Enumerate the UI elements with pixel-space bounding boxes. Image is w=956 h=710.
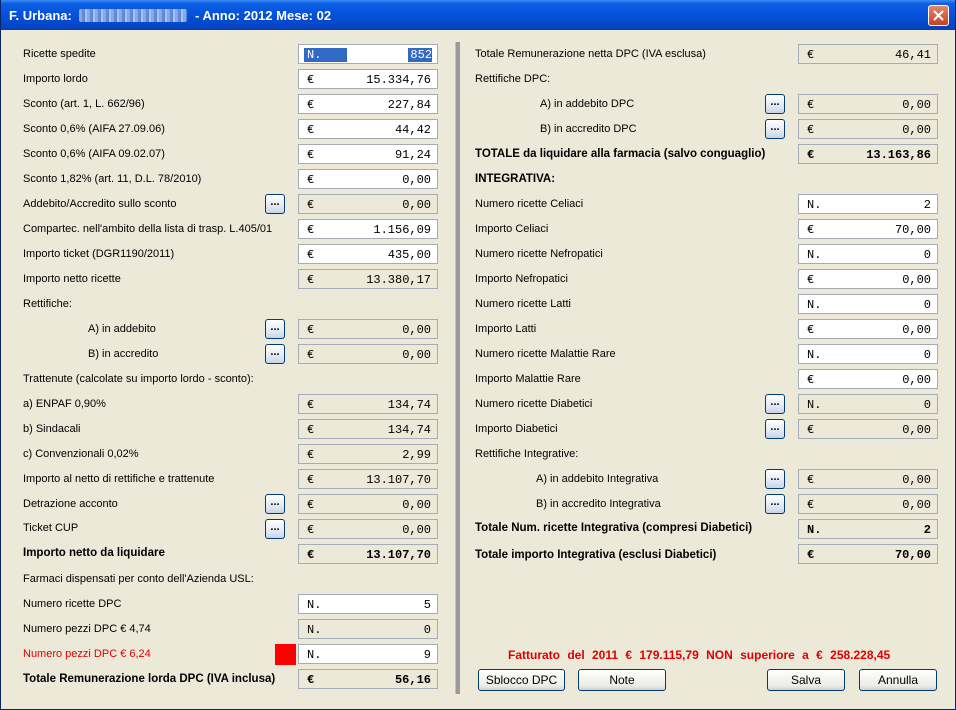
label-dpc-addebito: A) in addebito DPC [540,98,635,110]
ric-latti-field[interactable]: N. 0 [798,294,938,314]
close-button[interactable] [928,5,949,26]
label-ric-latti: Numero ricette Latti [475,298,571,310]
tot-imp-int-field: € 70,00 [798,544,938,564]
pezzi-624-field[interactable]: N. 9 [298,644,438,664]
ric-diab-field: N. 0 [798,394,938,414]
label-rettifiche-integrative: Rettifiche Integrative: [475,448,579,460]
label-tot-imp-int: Totale importo Integrativa (esclusi Diabetici) [475,549,717,561]
label-imp-diab: Importo Diabetici [475,423,558,435]
int-addebito-field: € 0,00 [798,469,938,489]
label-sconto-aifa-2706: Sconto 0,6% (AIFA 27.09.06) [23,123,165,135]
label-netto-liquidare: Importo netto da liquidare [23,547,165,559]
ric-rare-field[interactable]: N. 0 [798,344,938,364]
ricette-spedite-field[interactable]: N. 852 [298,44,438,64]
label-netto-rett-tratt: Importo al netto di rettifiche e trattenute [23,473,215,485]
label-enpaf: a) ENPAF 0,90% [23,398,106,410]
label-totale-liquidare: TOTALE da liquidare alla farmacia (salvo conguaglio) [475,148,766,160]
label-num-ricette-dpc: Numero ricette DPC [23,598,122,610]
int-addebito-button[interactable]: ... [765,469,785,489]
ric-celiaci-field[interactable]: N. 2 [798,194,938,214]
redacted-name [79,9,187,22]
label-pezzi-624: Numero pezzi DPC € 6,24 [23,648,151,660]
detrazione-field: € 0,00 [298,494,438,514]
ticket-cup-field: € 0,00 [298,519,438,539]
label-imp-celiaci: Importo Celiaci [475,223,549,235]
label-sconto-662: Sconto (art. 1, L. 662/96) [23,98,145,110]
rett-accredito-button[interactable]: ... [265,344,285,364]
imp-rare-field[interactable]: € 0,00 [798,369,938,389]
label-rett-addebito: A) in addebito [88,323,156,335]
dpc-accredito-button[interactable]: ... [765,119,785,139]
label-sindacali: b) Sindacali [23,423,81,435]
label-rettifiche: Rettifiche: [23,298,72,310]
column-divider [455,42,460,694]
compartec-field[interactable]: € 1.156,09 [298,219,438,239]
label-addebito-sconto: Addebito/Accredito sullo sconto [23,198,177,210]
label-imp-latti: Importo Latti [475,323,537,335]
label-sconto-182: Sconto 1,82% (art. 11, D.L. 78/2010) [23,173,202,185]
netto-rett-tratt-field: € 13.107,70 [298,469,438,489]
dpc-accredito-field: € 0,00 [798,119,938,139]
label-ric-celiaci: Numero ricette Celiaci [475,198,584,210]
label-detrazione: Detrazione acconto [23,498,118,510]
label-tot-num-int: Totale Num. ricette Integrativa (compresi Diabetici) [475,522,753,534]
cancel-button[interactable]: Annulla [859,669,937,691]
label-farmaci: Farmaci dispensati per conto dell'Azienda USL: [23,573,254,585]
dpc-addebito-button[interactable]: ... [765,94,785,114]
save-button[interactable]: Salva [767,669,845,691]
ticket-field[interactable]: € 435,00 [298,244,438,264]
rett-addebito-field: € 0,00 [298,319,438,339]
close-icon [933,10,944,21]
netto-ricette-field: € 13.380,17 [298,269,438,289]
title-suffix: - Anno: 2012 Mese: 02 [195,8,332,23]
label-integrativa: INTEGRATIVA: [475,173,556,185]
label-convenzionali: c) Convenzionali 0,02% [23,448,139,460]
imp-latti-field[interactable]: € 0,00 [798,319,938,339]
sconto-182-field[interactable]: € 0,00 [298,169,438,189]
imp-diab-field: € 0,00 [798,419,938,439]
label-int-accredito: B) in accredito Integrativa [536,498,661,510]
addebito-sconto-field: € 0,00 [298,194,438,214]
title-bar[interactable] [1,0,955,30]
int-accredito-field: € 0,00 [798,494,938,514]
pezzi-474-field: N. 0 [298,619,438,639]
sconto-aifa-2706-field[interactable]: € 44,42 [298,119,438,139]
totale-liquidare-field: € 13.163,86 [798,144,938,164]
title-prefix: F. Urbana: [9,8,72,23]
label-ricette-spedite: Ricette spedite [23,48,96,60]
label-rett-accredito: B) in accredito [88,348,159,360]
netto-liquidare-field: € 13.107,70 [298,544,438,564]
importo-lordo-field[interactable]: € 15.334,76 [298,69,438,89]
note-button[interactable]: Note [578,669,666,691]
label-netto-ricette: Importo netto ricette [23,273,121,285]
convenzionali-field: € 2,99 [298,444,438,464]
label-compartec: Compartec. nell'ambito della lista di trasp. L.405/01 [23,223,273,235]
label-trattenute: Trattenute (calcolate su importo lordo - sconto): [23,373,254,385]
label-int-addebito: A) in addebito Integrativa [536,473,659,485]
label-ticket-cup: Ticket CUP [23,522,79,534]
detrazione-button[interactable]: ... [265,494,285,514]
label-importo-lordo: Importo lordo [23,73,88,85]
label-rettifiche-dpc: Rettifiche DPC: [475,73,551,85]
sblocco-dpc-button[interactable]: Sblocco DPC [478,669,565,691]
sconto-aifa-0902-field[interactable]: € 91,24 [298,144,438,164]
tot-num-int-field: N. 2 [798,519,938,539]
imp-celiaci-field[interactable]: € 70,00 [798,219,938,239]
int-accredito-button[interactable]: ... [765,494,785,514]
ric-nefro-field[interactable]: N. 0 [798,244,938,264]
label-rem-netta: Totale Remunerazione netta DPC (IVA esclusa) [475,48,706,60]
enpaf-field: € 134,74 [298,394,438,414]
label-imp-nefro: Importo Nefropatici [475,273,568,285]
warning-marker [275,644,296,665]
label-ric-rare: Numero ricette Malattie Rare [475,348,616,360]
rett-accredito-field: € 0,00 [298,344,438,364]
rem-netta-field: € 46,41 [798,44,938,64]
label-dpc-accredito: B) in accredito DPC [540,123,637,135]
label-imp-rare: Importo Malattie Rare [475,373,581,385]
label-ticket: Importo ticket (DGR1190/2011) [23,248,175,260]
dpc-addebito-field: € 0,00 [798,94,938,114]
rett-addebito-button[interactable]: ... [265,319,285,339]
ric-diab-button[interactable]: ... [765,394,785,414]
imp-diab-button[interactable]: ... [765,419,785,439]
label-rem-lorda: Totale Remunerazione lorda DPC (IVA inclusa) [23,673,276,685]
sconto-662-field[interactable]: € 227,84 [298,94,438,114]
ticket-cup-button[interactable]: ... [265,519,285,539]
label-ric-diab: Numero ricette Diabetici [475,398,593,410]
sindacali-field: € 134,74 [298,419,438,439]
label-pezzi-474: Numero pezzi DPC € 4,74 [23,623,151,635]
rem-lorda-field: € 56,16 [298,669,438,689]
label-sconto-aifa-0902: Sconto 0,6% (AIFA 09.02.07) [23,148,165,160]
imp-nefro-field[interactable]: € 0,00 [798,269,938,289]
label-ric-nefro: Numero ricette Nefropatici [475,248,603,260]
num-ricette-dpc-field[interactable]: N. 5 [298,594,438,614]
fatturato-warning: Fatturato del 2011 € 179.115,79 NON superiore a € 258.228,45 [508,648,891,662]
addebito-sconto-button[interactable]: ... [265,194,285,214]
